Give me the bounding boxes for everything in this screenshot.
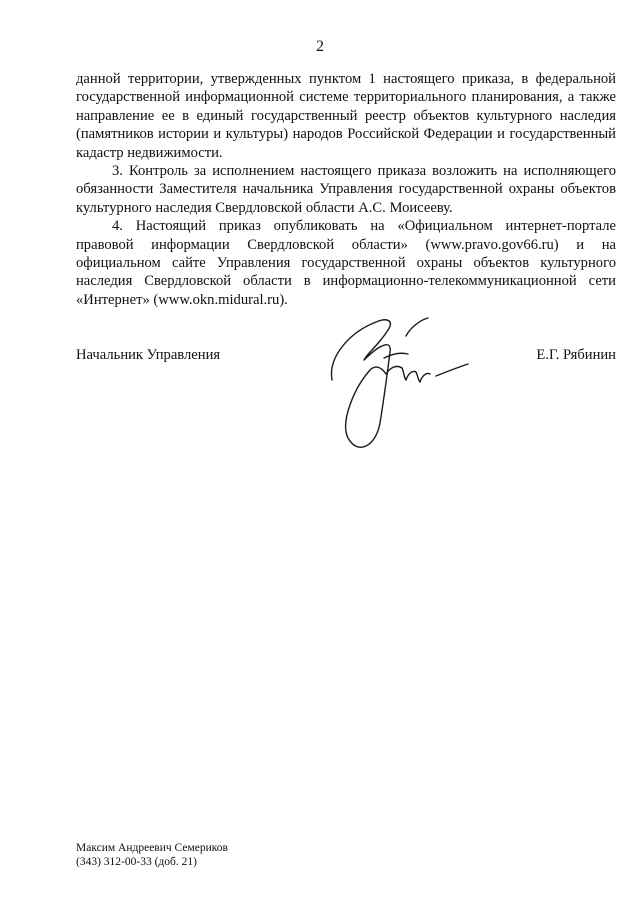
paragraph-4: 4. Настоящий приказ опубликовать на «Официальном интернет-портале правовой информации Свердловской области» (www.pravo.gov66.ru) и на официальном сайте Управления государственной охраны объектов культурного наследия Свердловской области в информационно-телекоммуникационной сети «Интернет» (www.okn.midural.ru). — [76, 218, 616, 308]
paragraph-continuation: данной территории, утвержденных пунктом 1 настоящего приказа, в федеральной государственной информационной системе территориального планирования, а также направление ее в единый государственный реестр объектов культурного наследия (памятников истории и культуры) народов Российской Федерации и государственный кадастр недвижимости. — [76, 71, 616, 161]
paragraph-3: 3. Контроль за исполнением настоящего приказа возложить на исполняющего обязанности Заместителя начальника Управления государственной охраны объектов культурного наследия Свердловской области А.С. Моисееву. — [76, 163, 616, 216]
executor-info — [76, 841, 228, 869]
handwritten-signature — [318, 308, 478, 458]
page-number: 2 — [316, 38, 324, 55]
executor-name: Максим Андреевич Семериков — [76, 842, 228, 854]
document-body — [76, 70, 616, 309]
executor-phone: (343) 312-00-33 (доб. 21) — [76, 856, 197, 868]
signatory-title: Начальник Управления — [76, 347, 221, 363]
signature-row — [76, 347, 616, 367]
signatory-name: Е.Г. Рябинин — [536, 347, 616, 363]
